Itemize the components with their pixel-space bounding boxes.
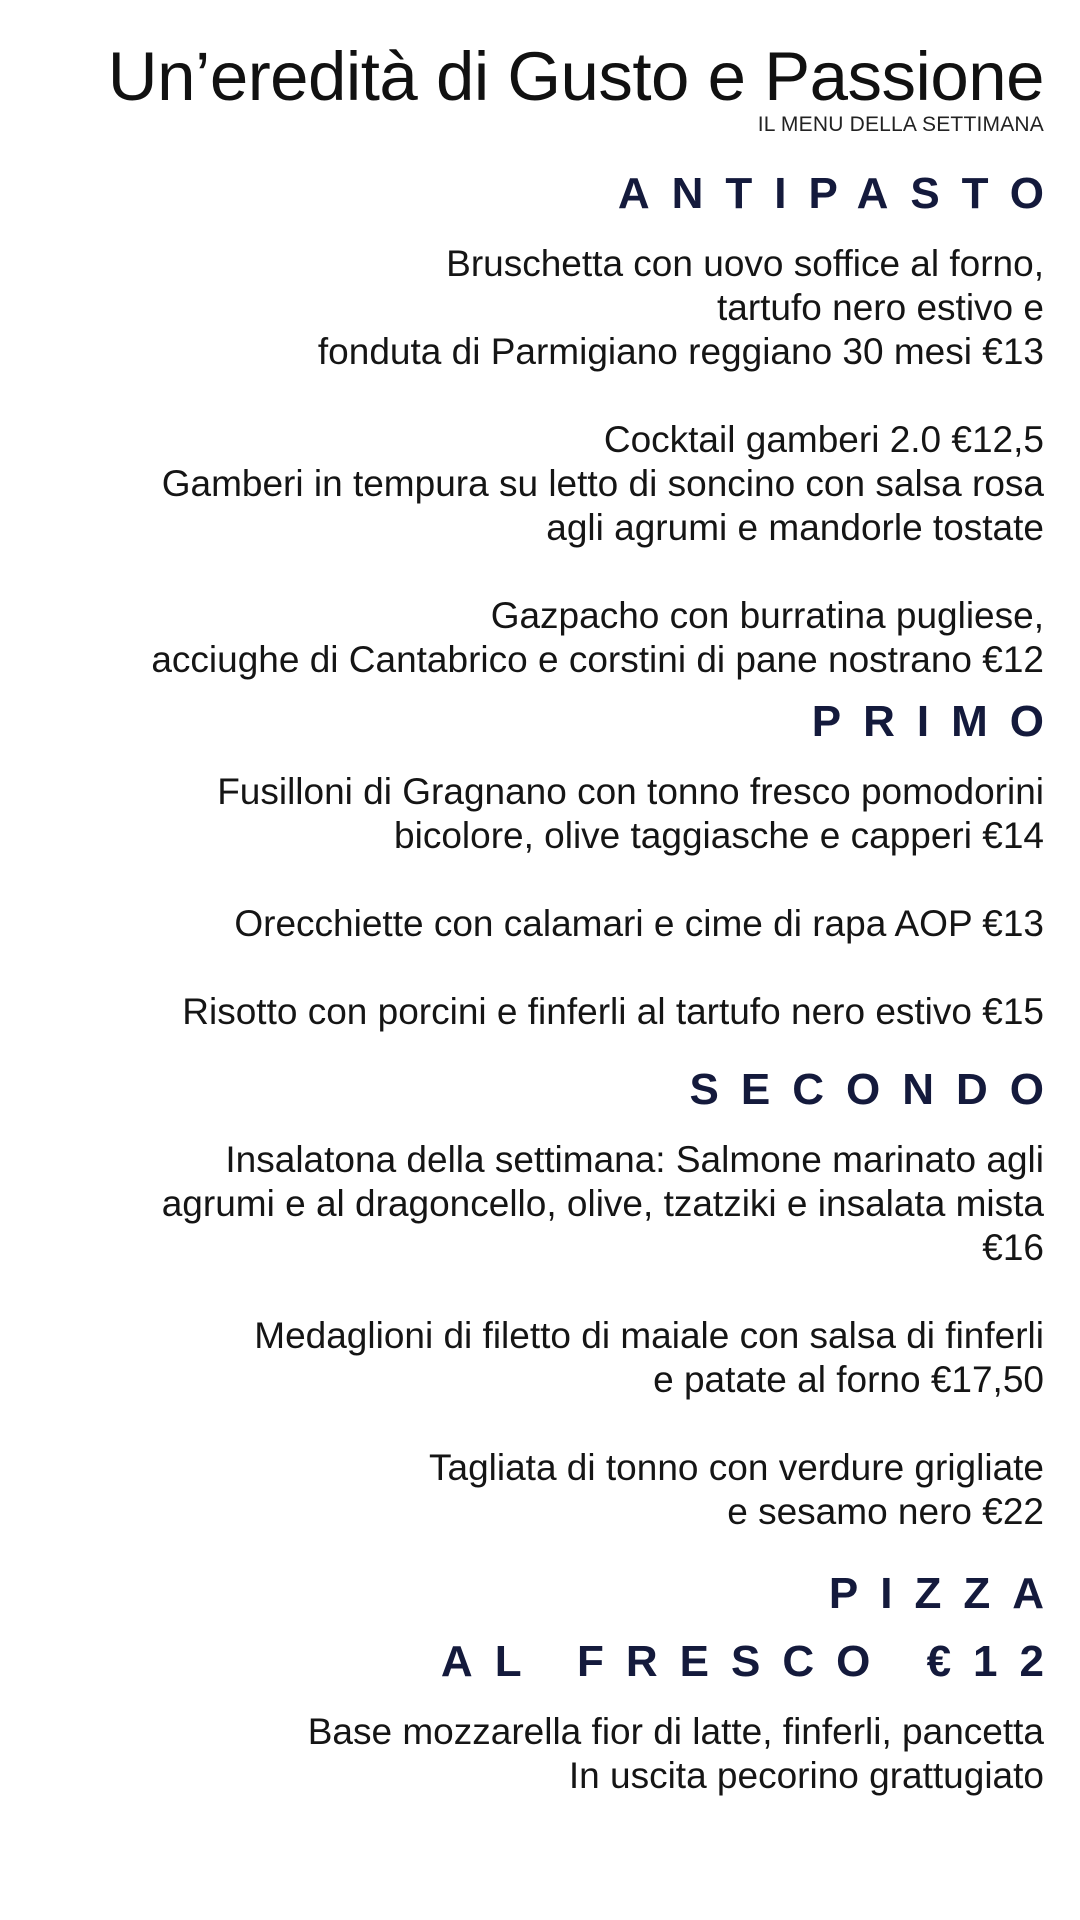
dish-line: In uscita pecorino grattugiato (568, 1755, 1044, 1796)
dish-line: Insalatona della settimana: Salmone marinato agli (225, 1139, 1044, 1180)
dish-line: Tagliata di tonno con verdure grigliate (429, 1447, 1044, 1488)
section-heading-pizza: PIZZA (828, 1569, 1066, 1618)
dish-line: fonduta di Parmigiano reggiano 30 mesi €13 (317, 331, 1044, 372)
section-subheading-al-fresco: AL FRESCO €12 (440, 1637, 1066, 1686)
section-antipasto (10, 168, 1066, 682)
dish-insalatona (10, 1138, 1044, 1270)
dish-line: Risotto con porcini e finferli al tartufo nero estivo €15 (182, 991, 1044, 1032)
section-secondo (10, 1064, 1066, 1534)
dish-medaglioni (10, 1314, 1044, 1402)
dish-line: Fusilloni di Gragnano con tonno fresco pomodorini (217, 771, 1044, 812)
dish-line: e sesamo nero €22 (727, 1491, 1044, 1532)
dish-line: €16 (982, 1227, 1044, 1268)
dish-line: Cocktail gamberi 2.0 €12,5 (603, 419, 1044, 460)
dish-pizza-al-fresco (10, 1710, 1044, 1798)
dish-orecchiette (10, 902, 1044, 946)
dish-line: Medaglioni di filetto di maiale con salsa di finferli (254, 1315, 1044, 1356)
dish-line: Bruschetta con uovo soffice al forno, (446, 243, 1044, 284)
dish-line: Base mozzarella fior di latte, finferli, pancetta (307, 1711, 1044, 1752)
page-title: Un’eredità di Gusto e Passione (107, 38, 1044, 115)
section-primo (10, 696, 1066, 1034)
section-heading-antipasto: ANTIPASTO (617, 169, 1066, 218)
dish-cocktail-gamberi (10, 418, 1044, 550)
dish-line: agrumi e al dragoncello, olive, tzatziki e insalata mista (161, 1183, 1044, 1224)
dish-line: acciughe di Cantabrico e corstini di pane nostrano €12 (151, 639, 1044, 680)
dish-line: agli agrumi e mandorle tostate (546, 507, 1044, 548)
section-pizza (10, 1568, 1066, 1798)
dish-line: bicolore, olive taggiasche e capperi €14 (394, 815, 1044, 856)
section-heading-secondo: SECONDO (689, 1065, 1066, 1114)
dish-tagliata (10, 1446, 1044, 1534)
section-heading-primo: PRIMO (811, 697, 1066, 746)
dish-fusilloni (10, 770, 1044, 858)
dish-risotto (10, 990, 1044, 1034)
dish-line: tartufo nero estivo e (716, 287, 1044, 328)
page-subtitle: IL MENU DELLA SETTIMANA (757, 113, 1044, 136)
dish-line: e patate al forno €17,50 (653, 1359, 1044, 1400)
dish-line: Gazpacho con burratina pugliese, (490, 595, 1044, 636)
dish-line: Orecchiette con calamari e cime di rapa AOP €13 (234, 903, 1044, 944)
dish-bruschetta (10, 242, 1044, 374)
dish-line: Gamberi in tempura su letto di soncino con salsa rosa (161, 463, 1044, 504)
dish-gazpacho (10, 594, 1044, 682)
